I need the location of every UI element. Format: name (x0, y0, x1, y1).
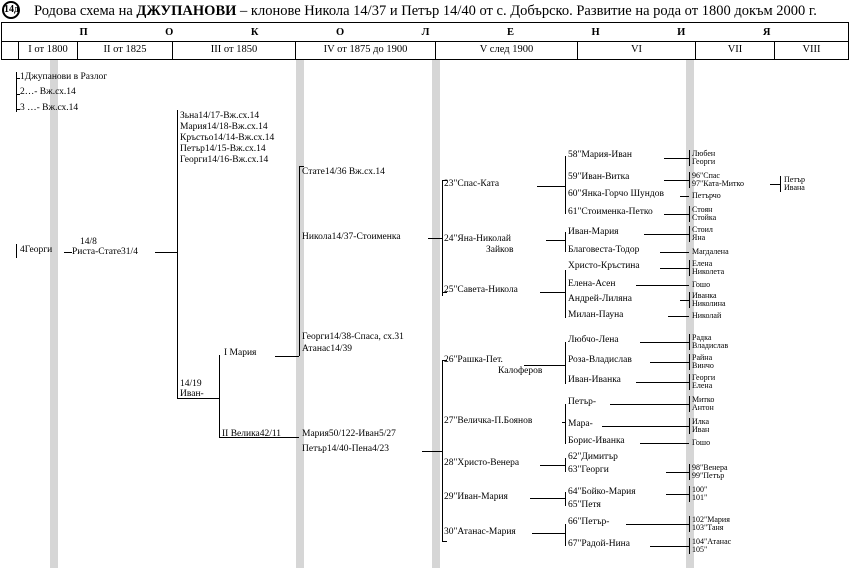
entry-lyubcho-lena: Любчо-Лена (568, 335, 619, 345)
entry-boris-ivanka: Борис-Иванка (568, 436, 625, 446)
entry-gosho-vii-2: Гошо (692, 438, 711, 447)
gen-letter: О (335, 26, 345, 38)
entry-ivan-vii: Иван (692, 425, 710, 434)
entry-96-spas: 96"Спас (692, 171, 720, 180)
entry-i-maria: I Мария (224, 348, 257, 358)
entry-djupanovi-razlog: 1Джупанови в Разлог (20, 72, 108, 82)
entry-ilka: Илка (692, 417, 710, 426)
entry-23-spas-kata: 23"Спас-Ката (444, 179, 500, 189)
entry-105: 105" (692, 545, 708, 554)
entry-branch-2: 2…- Вж.сх.14 (20, 87, 76, 97)
entry-99-petar: 99"Петър (692, 471, 725, 480)
entry-63-georgi: 63"Георги (568, 465, 609, 475)
shade-band-v (432, 60, 440, 568)
entry-georgi-14-16: Георги14/16-Вж.сх.14 (180, 155, 269, 165)
entry-maria-50-122: Мария50/122-Иван5/27 (302, 429, 396, 439)
entry-yana: Яна (692, 233, 706, 242)
entry-branch-3: 3 …- Вж.сх.14 (20, 103, 79, 113)
col-header-viii: VIII (802, 44, 821, 55)
title-family-name: ДЖУПАНОВИ (136, 3, 237, 19)
entry-100: 100" (692, 485, 708, 494)
entry-blagovesta-todor: Благовеста-Тодор (568, 245, 640, 255)
entry-elena-vii-1: Елена (692, 259, 713, 268)
col-header-vii: VII (696, 41, 775, 59)
gen-letter: О (165, 26, 174, 38)
gen-letter: Я (762, 26, 771, 38)
entry-stoyan: Стоян (692, 205, 713, 214)
entry-mitko: Митко (692, 395, 715, 404)
title-prefix: Родова схема на (34, 3, 137, 19)
gen-letter: Н (591, 26, 600, 38)
entry-65-petya: 65"Петя (568, 500, 601, 510)
generations-header (1, 22, 849, 42)
entry-petar: Петър- (568, 397, 597, 407)
col-header-ii: II от 1825 (78, 41, 173, 59)
column-header-row (1, 41, 849, 60)
entry-lyuben: Любен (692, 149, 716, 158)
entry-ivan-ivanka: Иван-Иванка (568, 375, 621, 385)
entry-28-hristo-venera: 28"Христо-Венера (444, 458, 520, 468)
entry-radka: Радка (692, 333, 712, 342)
title-suffix: – клонове Никола 14/37 и Петър 14/40 от с. Добърско. Развитие на рода от 1800 докъм 2000 г. (236, 3, 817, 19)
entry-98-venera: 98"Венера (692, 463, 728, 472)
entry-61-stoimenka-petko: 61"Стоименка-Петко (568, 207, 653, 217)
entry-maria-14-18: Мария14/18-Вж.сх.14 (180, 122, 268, 132)
entry-mara: Мара- (568, 419, 593, 429)
gen-letter: К (250, 26, 259, 38)
entry-georgi-4: 4Георги (20, 245, 53, 255)
col-1 (2, 41, 19, 59)
col-header-iv: IV от 1875 до 1900 (296, 41, 436, 59)
scheme-number-badge: 14д (2, 1, 20, 19)
gen-letter: И (677, 26, 686, 38)
entry-andrei-lilyana: Андрей-Лиляна (568, 294, 632, 304)
entry-62-dimitar: 62"Димитър (568, 452, 618, 462)
col-header-i: I от 1800 (19, 41, 78, 59)
entry-atanas-14-39: Атанас14/39 (302, 344, 353, 354)
entry-101: 101" (692, 493, 708, 502)
entry-nikoleta: Николета (692, 267, 725, 276)
gen-letter: Е (506, 26, 514, 38)
shade-band-ii (50, 60, 58, 568)
entry-60-yanka-gorcho: 60"Янка-Горчо Шундов (568, 189, 664, 199)
entry-29-ivan-maria: 29"Иван-Мария (444, 492, 508, 502)
entry-ii-velika: II Велика42/11 (222, 429, 282, 439)
entry-103-tanya: 103"Таня (692, 523, 724, 532)
entry-27-velichka: 27"Величка-П.Боянов (444, 416, 533, 426)
entry-raina: Райна (692, 353, 713, 362)
shade-band-iv (296, 60, 304, 568)
entry-vladislav: Владислав (692, 341, 729, 350)
entry-ivana-viii: Ивана (784, 183, 805, 192)
entry-petar-viii: Петър (784, 175, 805, 184)
entry-24-yana-nikolai: 24"Яна-Николай (444, 234, 511, 244)
entry-ref-14-19: 14/19 (180, 379, 202, 389)
entry-26-rashka: 26"Рашка-Пет. (444, 355, 503, 365)
entry-georgi-vii-1: Георги (692, 157, 716, 166)
entry-georgi-vii-2: Георги (692, 373, 716, 382)
entry-vincho: Винчо (692, 361, 714, 370)
entry-magdalena: Магдалена (692, 247, 729, 256)
entry-25-saveta-nikola: 25"Савета-Никола (444, 285, 518, 295)
entry-ivanka: Иванка (692, 291, 717, 300)
entry-97-kata-mitko: 97"Ката-Митко (692, 179, 745, 188)
entry-petarcho: Петърчо (692, 191, 721, 200)
entry-64-boiko-maria: 64"Бойко-Мария (568, 487, 636, 497)
entry-nikola-14-37: Никола14/37-Стоименка (302, 232, 401, 242)
entry-26-kaloferov: Калоферов (498, 366, 543, 376)
entry-24-zaikov: Зайков (486, 245, 514, 255)
entry-milan-pauna: Милан-Пауна (568, 310, 624, 320)
col-header-iii: III от 1850 (173, 41, 296, 59)
entry-104-atanas: 104"Атанас (692, 537, 732, 546)
entry-30-atanas-maria: 30"Атанас-Мария (444, 527, 516, 537)
entry-state-14-36: Стате14/36 Вж.сх.14 (302, 167, 385, 177)
entry-nikolai: Николай (692, 311, 722, 320)
entry-zana: Зьна14/17-Вж.сх.14 (180, 111, 260, 121)
entry-ref-14-8: 14/8 (80, 237, 97, 247)
entry-59-ivan-vitka: 59"Иван-Витка (568, 172, 630, 182)
col-header-vi: VI (578, 41, 696, 59)
entry-67-radoi-nina: 67"Радой-Нина (568, 539, 630, 549)
entry-krastyo: Кръстьо14/14-Вж.сх.14 (180, 133, 275, 143)
entry-stoika: Стойка (692, 213, 717, 222)
entry-66-petar: 66"Петър- (568, 517, 610, 527)
entry-georgi-14-38: Георги14/38-Спаса, сх.31 (302, 332, 404, 342)
entry-ivan-maria: Иван-Мария (568, 227, 619, 237)
entry-petar-14-15: Петър14/15-Вж.сх.14 (180, 144, 266, 154)
gen-letter: П (79, 26, 88, 38)
entry-ivan: Иван- (180, 389, 204, 399)
entry-gosho-vii-1: Гошо (692, 280, 711, 289)
entry-anton: Антон (692, 403, 714, 412)
entry-elena-vii-2: Елена (692, 381, 713, 390)
gen-letter: Л (421, 26, 430, 38)
entry-elena-asen: Елена-Асен (568, 279, 616, 289)
entry-nikolina: Николина (692, 299, 726, 308)
col-header-v: V след 1900 (436, 41, 578, 59)
entry-roza-vladislav: Роза-Владислав (568, 355, 632, 365)
entry-102-maria: 102"Мария (692, 515, 730, 524)
entry-petar-14-40: Петър14/40-Пена4/23 (302, 444, 389, 454)
entry-hristo-krastina: Христо-Кръстина (568, 261, 640, 271)
entry-58-maria-ivan: 58"Мария-Иван (568, 150, 632, 160)
page-title (34, 4, 817, 19)
entry-rista-state: Риста-Стате31/4 (72, 247, 138, 257)
entry-stoil: Стоил (692, 225, 713, 234)
